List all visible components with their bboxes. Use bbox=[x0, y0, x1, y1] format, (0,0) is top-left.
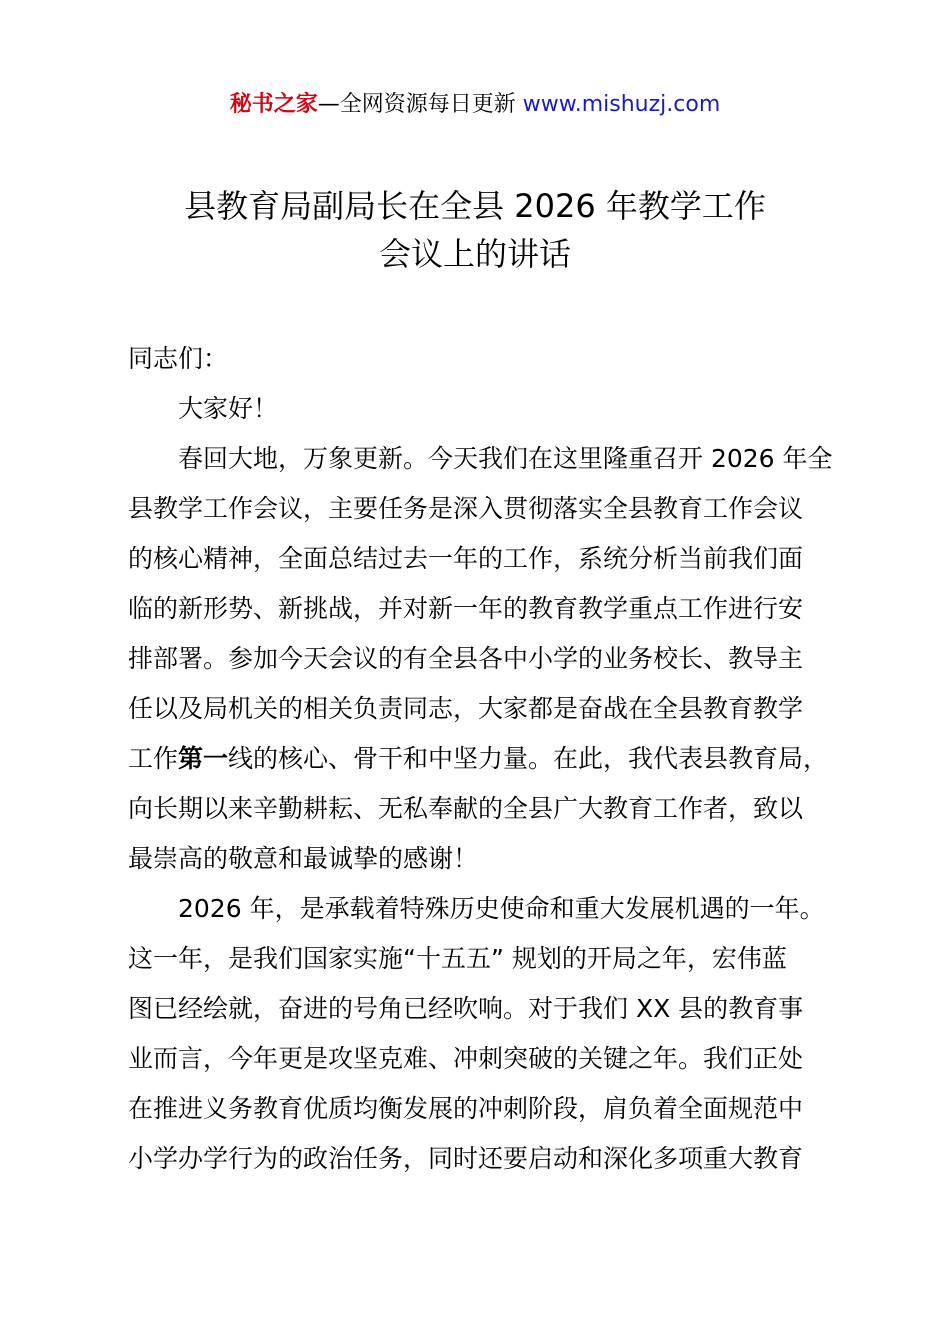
header-tagline: —全网资源每日更新 bbox=[317, 92, 523, 117]
paragraph-line: 县教学工作会议，主要任务是深入贯彻落实全县教育工作会议 bbox=[128, 494, 804, 523]
paragraph-line: 业而言，今年更是攻坚克难、冲刺突破的关键之年。我们正处 bbox=[128, 1044, 804, 1073]
paragraph-line: 排部署。参加今天会议的有全县各中小学的业务校长、教导主 bbox=[128, 644, 804, 673]
paragraph-line: 春回大地，万象更新。今天我们在这里隆重召开 2026 年全 bbox=[178, 444, 833, 473]
greeting-paragraph bbox=[128, 384, 848, 434]
brand-name: 秘书之家 bbox=[229, 92, 318, 117]
site-url-link[interactable]: www.mishuzj.com bbox=[522, 92, 721, 117]
bold-emphasis: 第一 bbox=[178, 744, 229, 773]
paragraph-line: 这一年，是我们国家实施“十五五” 规划的开局之年，宏伟蓝 bbox=[128, 944, 787, 973]
line-segment: 工作 bbox=[128, 744, 179, 773]
salutation: 同志们： bbox=[128, 344, 229, 373]
greeting-line: 大家好！ bbox=[178, 394, 279, 423]
title-line-1: 县教育局副局长在全县 2026 年教学工作 bbox=[184, 187, 766, 225]
paragraph-line bbox=[128, 734, 848, 784]
speech-body bbox=[128, 334, 848, 1184]
paragraph-line: 向长期以来辛勤耕耘、无私奉献的全县广大教育工作者，致以 bbox=[128, 794, 804, 823]
paragraph-line: 最崇高的敬意和最诚挚的感谢！ bbox=[128, 844, 479, 873]
paragraph-line: 临的新形势、新挑战，并对新一年的教育教学重点工作进行安 bbox=[128, 594, 804, 623]
paragraph-line: 任以及局机关的相关负责同志，大家都是奋战在全县教育教学 bbox=[128, 694, 804, 723]
paragraph-1 bbox=[128, 434, 848, 884]
paragraph-line: 在推进义务教育优质均衡发展的冲刺阶段，肩负着全面规范中 bbox=[128, 1094, 804, 1123]
paragraph-line: 图已经绘就，奋进的号角已经吹响。对于我们 XX 县的教育事 bbox=[128, 994, 804, 1023]
site-header bbox=[0, 88, 950, 122]
document-title bbox=[0, 182, 950, 278]
paragraph-line: 小学办学行为的政治任务，同时还要启动和深化多项重大教育 bbox=[128, 1144, 804, 1173]
line-segment: 线的核心、骨干和中坚力量。在此，我代表县教育局， bbox=[228, 744, 829, 773]
paragraph-2 bbox=[128, 884, 848, 1184]
title-line-2: 会议上的讲话 bbox=[378, 235, 571, 273]
paragraph-line: 的核心精神，全面总结过去一年的工作，系统分析当前我们面 bbox=[128, 544, 804, 573]
paragraph-line: 2026 年，是承载着特殊历史使命和重大发展机遇的一年。 bbox=[178, 894, 825, 923]
